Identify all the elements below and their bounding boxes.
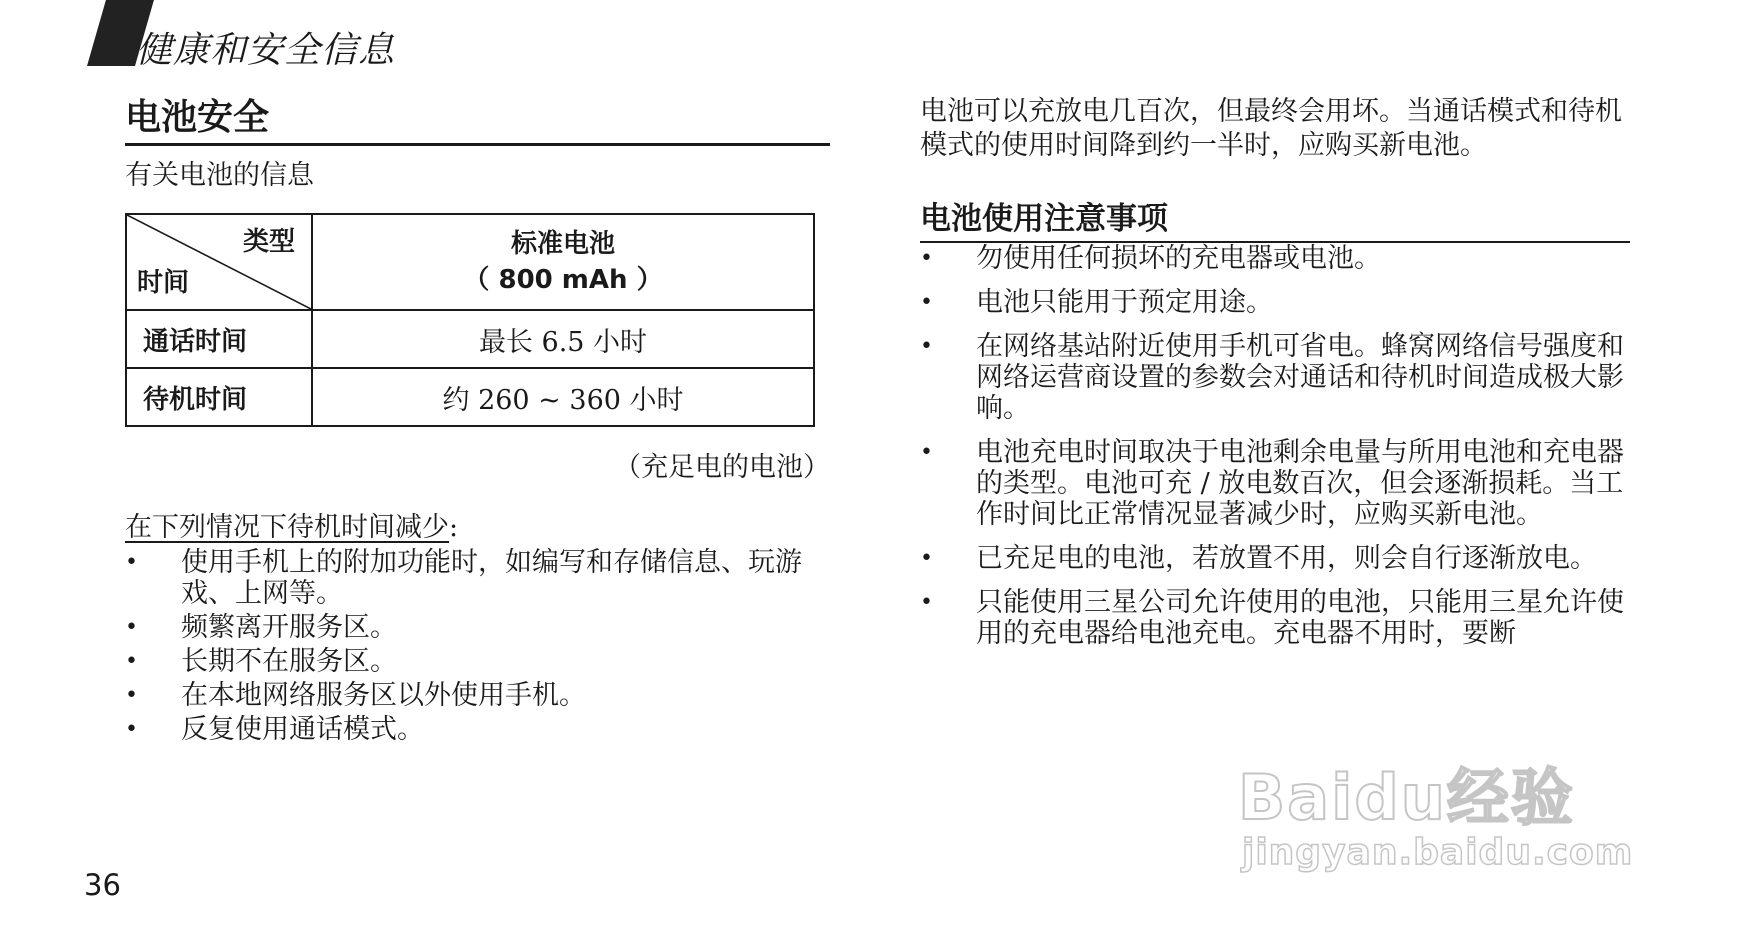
battery-lifespan-intro: 电池可以充放电几百次，但最终会用坏。当通话模式和待机模式的使用时间降到约一半时，应购买新电池。 <box>920 96 1622 161</box>
list-item <box>125 547 825 609</box>
list-item-text: 在本地网络服务区以外使用手机。 <box>181 680 586 711</box>
list-item <box>920 243 1630 274</box>
battery-info-subtitle: 有关电池的信息 <box>125 160 314 191</box>
bullet-icon: • <box>125 615 138 640</box>
list-item-text: 在网络基站附近使用手机可省电。蜂窝网络信号强度和网络运营商设置的参数会对通话和待机时间造成极大影响。 <box>976 331 1624 424</box>
list-item-text: 反复使用通话模式。 <box>181 714 424 745</box>
list-item-text: 只能使用三星公司允许使用的电池，只能用三星允许使用的充电器给电池充电。充电器不用时，要断 <box>976 587 1624 649</box>
list-item <box>125 646 825 677</box>
standby-reduce-heading-colon: : <box>449 512 459 543</box>
left-column <box>125 95 830 745</box>
corner-label-type: 类型 <box>242 227 295 257</box>
table-header-row <box>126 214 814 310</box>
baidu-jingyan-watermark <box>1238 748 1658 898</box>
watermark-url: jingyan.baidu.com <box>1242 832 1634 873</box>
battery-precautions-list <box>920 243 1630 649</box>
bullet-icon: • <box>920 246 933 271</box>
list-item <box>920 587 1630 649</box>
standard-battery-header <box>312 214 814 310</box>
list-item <box>920 437 1630 530</box>
row-value-standby-time: 约 260 ~ 360 小时 <box>312 368 814 426</box>
chapter-title: 健康和安全信息 <box>136 30 396 71</box>
standby-reduce-list <box>125 547 825 748</box>
page-number: 36 <box>84 868 121 902</box>
table-row <box>126 368 814 426</box>
table-corner-cell <box>126 214 312 310</box>
bullet-icon: • <box>920 290 933 315</box>
watermark-brand: Baidu经验 <box>1238 761 1575 834</box>
list-item <box>125 714 825 745</box>
list-item <box>125 612 825 643</box>
table-row <box>126 310 814 368</box>
row-label-standby-time: 待机时间 <box>126 368 312 426</box>
bullet-icon: • <box>125 683 138 708</box>
bullet-icon: • <box>920 440 933 465</box>
list-item-text: 电池充电时间取决于电池剩余电量与所用电池和充电器的类型。电池可充 / 放电数百次，但会逐渐损耗。当工作时间比正常情况显著减少时，应购买新电池。 <box>976 437 1624 530</box>
bullet-icon: • <box>125 550 138 575</box>
list-item <box>920 287 1630 318</box>
standby-reduce-heading-text: 在下列情况下待机时间减少 <box>125 512 449 543</box>
standard-battery-capacity: （ 800 mAh ） <box>463 265 663 295</box>
list-item <box>125 680 825 711</box>
section-title-battery-safety: 电池安全 <box>125 95 830 146</box>
row-value-talk-time: 最长 6.5 小时 <box>312 310 814 368</box>
bullet-icon: • <box>125 649 138 674</box>
bullet-icon: • <box>920 546 933 571</box>
table-footnote: （充足电的电池） <box>614 452 830 483</box>
standby-reduce-heading <box>125 505 458 544</box>
standard-battery-label: 标准电池 <box>510 229 615 259</box>
corner-label-time: 时间 <box>137 268 190 298</box>
bullet-icon: • <box>125 717 138 742</box>
bullet-icon: • <box>920 590 933 615</box>
row-label-talk-time: 通话时间 <box>126 310 312 368</box>
list-item <box>920 331 1630 424</box>
list-item-text: 勿使用任何损坏的充电器或电池。 <box>976 243 1381 274</box>
list-item-text: 使用手机上的附加功能时，如编写和存储信息、玩游戏、上网等。 <box>181 547 802 609</box>
list-item-text: 长期不在服务区。 <box>181 646 397 677</box>
right-column <box>920 95 1630 662</box>
list-item-text: 已充足电的电池，若放置不用，则会自行逐渐放电。 <box>976 543 1597 574</box>
list-item <box>920 543 1630 574</box>
section-title-battery-precautions: 电池使用注意事项 <box>920 199 1630 243</box>
list-item-text: 频繁离开服务区。 <box>181 612 397 643</box>
list-item-text: 电池只能用于预定用途。 <box>976 287 1273 318</box>
bullet-icon: • <box>920 334 933 359</box>
battery-info-table <box>125 213 815 427</box>
